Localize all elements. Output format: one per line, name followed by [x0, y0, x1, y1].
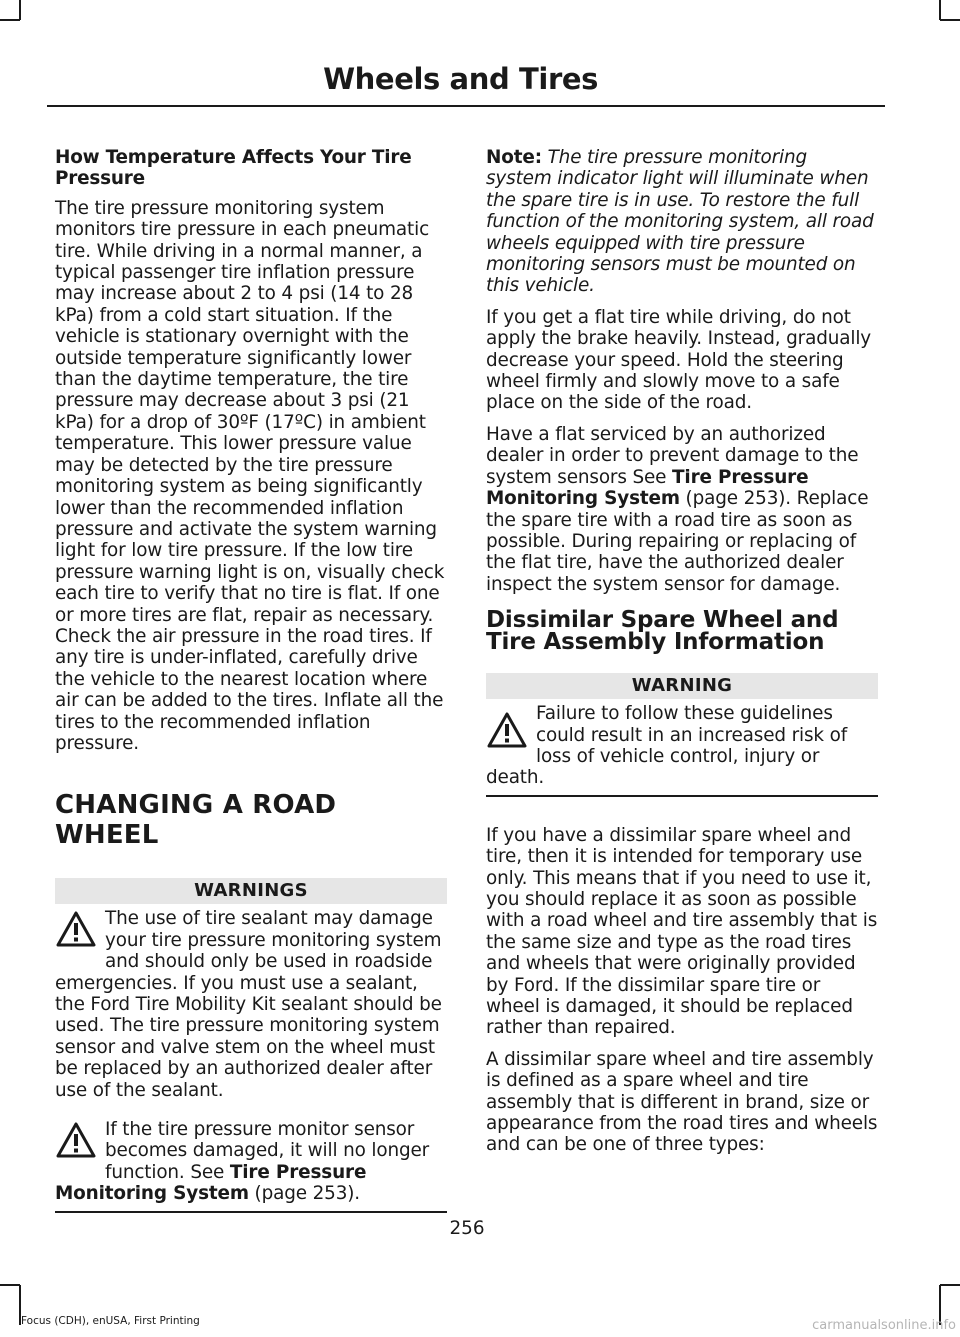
- warning-triangle-icon: [486, 703, 536, 765]
- page-reference: (page 253).: [248, 1183, 360, 1205]
- crop-mark: [939, 0, 941, 20]
- warnings-label: WARNINGS: [55, 878, 447, 904]
- section-heading: CHANGING A ROAD WHEEL: [55, 790, 337, 851]
- warning-text: If the tire pressure monitor sensor becomes damaged, it will no longer function. See: [105, 1119, 430, 1183]
- right-column: [486, 147, 878, 1166]
- dissimilar-paragraph: If you have a dissimilar spare wheel and tire, then it is intended for temporary use only. This means that if you need to use it, you should replace it as soon as possible with a road wheel and tire assembly that is the same size and type as the road tires and wheels that were originally provided by Ford. If the dissimilar spare tire or wheel is damaged, it should be replaced rather than repaired.: [486, 824, 878, 1039]
- warning-item: [486, 703, 878, 797]
- service-text: Have a flat serviced by an authorized dealer in order to prevent damage to the system sensors See: [486, 423, 859, 488]
- service-paragraph: [486, 424, 878, 595]
- crop-mark: [0, 19, 20, 21]
- temperature-heading: How Temperature Affects Your Tire Pressure: [55, 147, 412, 190]
- warning-triangle-icon: [55, 1119, 105, 1181]
- service-text-continued: (page 253). Replace the spare tire with a road tire as soon as possible. During repairing or replacing of the flat tire, have the authorized dealer inspect the system sensor for damage.: [486, 488, 869, 595]
- crop-mark: [940, 1284, 960, 1286]
- tpms-link[interactable]: Tire Pressure Monitoring System: [486, 466, 809, 510]
- crop-mark: [0, 1284, 20, 1286]
- footer-text: Focus (CDH), enUSA, First Printing: [21, 1315, 200, 1327]
- crop-mark: [940, 19, 960, 21]
- tpms-link[interactable]: Tire Pressure Monitoring System: [55, 1161, 367, 1205]
- dissimilar-heading: Dissimilar Spare Wheel and Tire Assembly Information: [486, 607, 839, 656]
- warning-text: The use of tire sealant may damage your tire pressure monitoring system and should only be used in roadside emergencies. If you must use a sealant, the Ford Tire Mobility Kit sealant should be used. The tire pressure monitoring system sensor and valve stem on the wheel must be replaced by an authorized dealer after use of the sealant.: [55, 908, 442, 1101]
- header-divider: [47, 105, 885, 107]
- warning-item: [55, 908, 447, 1101]
- dissimilar-definition-paragraph: A dissimilar spare wheel and tire assembly is defined as a spare wheel and tire assembly that is different in brand, size or appearance from the road tires and wheels and can be one of three types:: [486, 1048, 878, 1156]
- temperature-paragraph: The tire pressure monitoring system monitors tire pressure in each pneumatic tire. While driving in a normal manner, a typical passenger tire inflation pressure may increase about 2 to 4 psi (14 to 28 kPa) from a cold start situation. If the vehicle is stationary overnight with the outside temperature significantly lower than the daytime temperature, the tire pressure may decrease about 3 psi (21 kPa) for a drop of 30ºF (17ºC) in ambient temperature. This lower pressure value may be detected by the tire pressure monitoring system as being significantly lower than the recommended inflation pressure and activate the system warning light for low tire pressure. If the low tire pressure warning light is on, visually check each tire to verify that no tire is flat. If one or more tires are flat, repair as necessary. Check the air pressure in the road tires. If any tire is under-inflated, carefully drive the vehicle to the nearest location where air can be added to the tires. Inflate all the tires to the recommended inflation pressure.: [55, 197, 445, 754]
- note-label: Note:: [486, 147, 542, 168]
- note-text: The tire pressure monitoring system indicator light will illuminate when the spare tire is in use. To restore the full function of the monitoring system, all road wheels equipped with tire pressure monitoring sensors must be mounted on this vehicle.: [486, 147, 874, 297]
- warning-item: [55, 1119, 447, 1213]
- warning-label: WARNING: [486, 673, 878, 699]
- warning-text: Failure to follow these guidelines could result in an increased risk of loss of vehicle control, injury or death.: [486, 703, 848, 789]
- watermark: carmanualsonline.info: [812, 1318, 956, 1333]
- page-header-title: Wheels and Tires: [323, 62, 598, 96]
- note-paragraph: [486, 147, 878, 297]
- warning-triangle-icon: [55, 908, 105, 970]
- flat-tire-paragraph: If you get a flat tire while driving, do not apply the brake heavily. Instead, gradually decrease your speed. Hold the steering wheel firmly and slowly move to a safe place on the side of the road.: [486, 306, 872, 414]
- page-number: 256: [449, 1218, 485, 1239]
- left-column: [55, 147, 447, 1237]
- crop-mark: [19, 0, 21, 20]
